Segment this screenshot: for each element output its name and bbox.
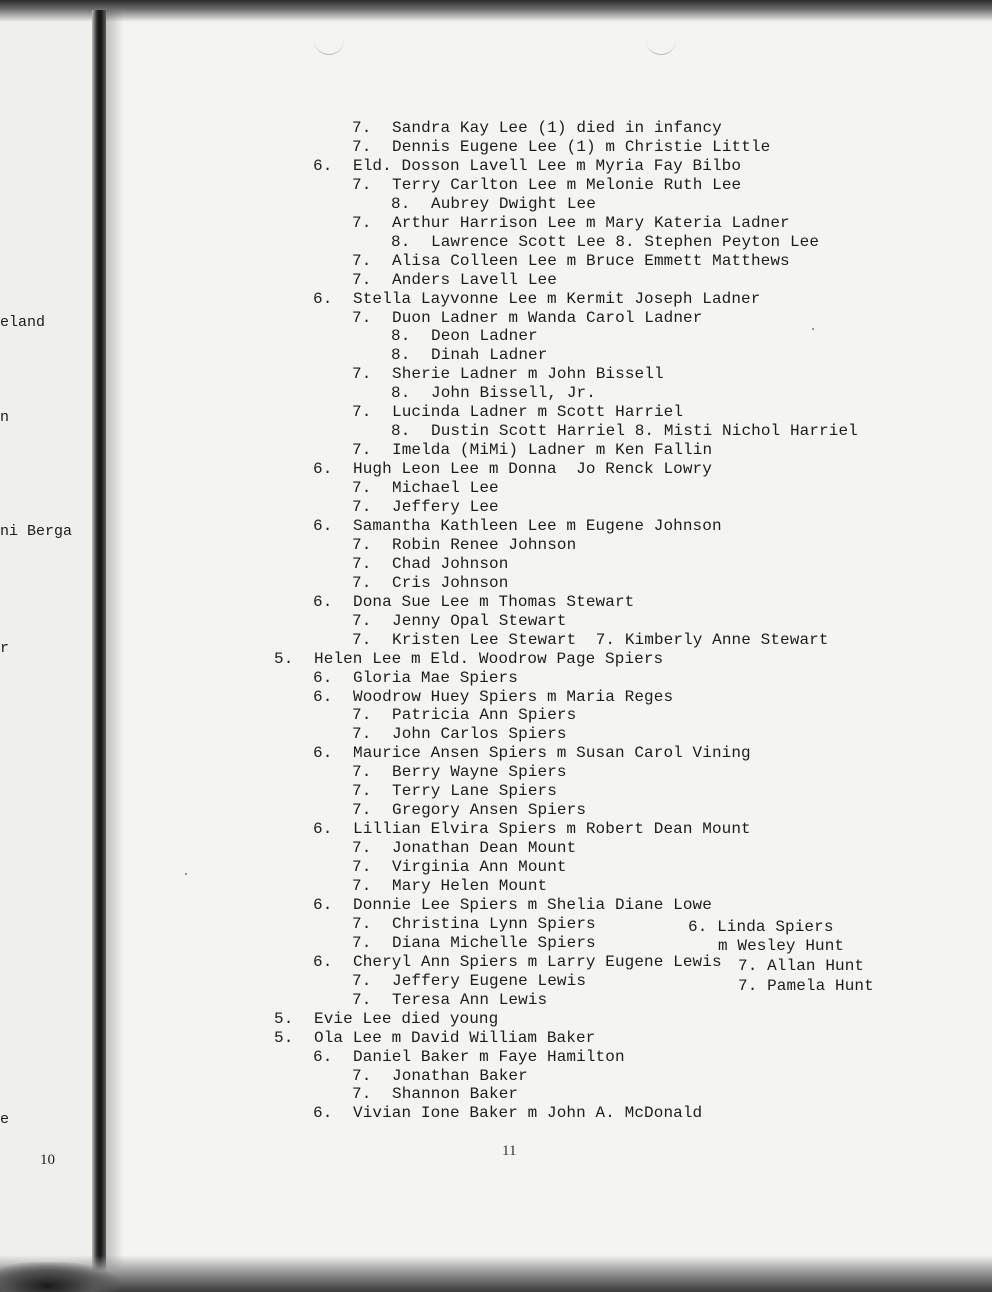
generation-number: 7.	[352, 498, 372, 516]
genealogy-entry	[274, 1010, 498, 1029]
genealogy-entry	[313, 744, 751, 763]
generation-number: 7.	[352, 933, 372, 952]
left-page-fragment: ni Berga	[0, 523, 73, 540]
generation-number: 7.	[352, 175, 372, 194]
generation-number: 5.	[274, 1009, 294, 1028]
generation-number: 6.	[313, 592, 333, 611]
entry-text: John Bissell, Jr.	[431, 384, 596, 403]
side-note-line: 7. Pamela Hunt	[738, 977, 874, 995]
generation-number: 7.	[352, 914, 372, 933]
genealogy-entry	[352, 991, 547, 1010]
entry-text: Mary Helen Mount	[392, 877, 548, 895]
gutter-shadow	[106, 10, 124, 1280]
entry-text: Evie Lee died young	[314, 1009, 499, 1028]
genealogy-entry	[352, 309, 702, 328]
entry-text: John Carlos Spiers	[392, 725, 567, 744]
genealogy-entry	[313, 688, 673, 707]
generation-number: 6.	[313, 289, 333, 308]
genealogy-entry	[352, 498, 499, 517]
entry-text: Robin Renee Johnson	[392, 535, 577, 554]
generation-number: 7.	[352, 213, 372, 232]
genealogy-entry	[352, 252, 790, 271]
entry-text: Anders Lavell Lee	[392, 270, 557, 289]
dust-speck	[812, 328, 814, 330]
genealogy-entry	[313, 290, 760, 309]
generation-number: 7.	[352, 441, 372, 460]
book-gutter	[92, 10, 106, 1280]
entry-text: Cheryl Ann Spiers m Larry Eugene Lewis	[353, 952, 722, 971]
generation-number: 7.	[352, 611, 372, 630]
entry-text: Christina Lynn Spiers	[392, 914, 596, 933]
genealogy-entry	[391, 384, 596, 403]
genealogy-entry	[352, 214, 790, 233]
generation-number: 7.	[352, 763, 372, 782]
entry-text: Shannon Baker	[392, 1085, 519, 1104]
generation-number: 7.	[352, 403, 372, 422]
generation-number: 7.	[352, 479, 372, 498]
entry-text: Lillian Elvira Spiers m Robert Dean Mount	[353, 820, 751, 839]
generation-number: 7.	[352, 1066, 372, 1085]
generation-number: 8.	[391, 232, 411, 251]
entry-text: Lucinda Ladner m Scott Harriel	[392, 403, 684, 422]
genealogy-entry	[313, 1048, 625, 1067]
genealogy-entry	[313, 896, 712, 915]
side-note-line: 6. Linda Spiers	[688, 918, 834, 936]
generation-number: 6.	[313, 687, 333, 706]
entry-text: Jonathan Baker	[392, 1066, 528, 1085]
entry-text: Arthur Harrison Lee m Mary Kateria Ladner	[392, 213, 790, 232]
generation-number: 7.	[352, 365, 372, 384]
genealogy-entry	[313, 1104, 702, 1123]
genealogy-entry	[391, 346, 547, 365]
generation-number: 5.	[274, 1028, 294, 1047]
generation-number: 7.	[352, 858, 372, 876]
entry-text: Jonathan Dean Mount	[392, 839, 577, 858]
entry-text: Alisa Colleen Lee m Bruce Emmett Matthews	[392, 251, 790, 270]
genealogy-entry	[391, 195, 596, 214]
genealogy-entry	[352, 1067, 528, 1086]
genealogy-entry	[352, 441, 712, 460]
generation-number: 6.	[313, 460, 333, 479]
entry-text: Samantha Kathleen Lee m Eugene Johnson	[353, 517, 722, 535]
genealogy-entry	[352, 1085, 518, 1104]
entry-text: Lawrence Scott Lee 8. Stephen Peyton Lee	[431, 232, 820, 251]
genealogy-entry	[352, 574, 508, 593]
genealogy-entry	[391, 233, 819, 252]
generation-number: 7.	[352, 308, 372, 327]
entry-text: Dennis Eugene Lee (1) m Christie Little	[392, 137, 771, 156]
generation-number: 7.	[352, 251, 372, 270]
generation-number: 5.	[274, 649, 294, 668]
entry-text: Hugh Leon Lee m Donna Jo Renck Lowry	[353, 460, 712, 479]
entry-text: Deon Ladner	[431, 327, 538, 346]
genealogy-entry	[391, 327, 538, 346]
entry-text: Helen Lee m Eld. Woodrow Page Spiers	[314, 649, 664, 668]
left-page-fragment: eland	[0, 314, 46, 331]
genealogy-entry	[352, 725, 567, 744]
generation-number: 7.	[352, 839, 372, 858]
generation-number: 7.	[352, 270, 372, 289]
generation-number: 7.	[352, 630, 372, 649]
entry-text: Teresa Ann Lewis	[392, 990, 548, 1009]
generation-number: 6.	[313, 895, 333, 914]
generation-number: 8.	[391, 327, 411, 346]
generation-number: 8.	[391, 422, 411, 441]
entry-text: Ola Lee m David William Baker	[314, 1028, 596, 1047]
generation-number: 6.	[313, 1047, 333, 1066]
scan-corner-blot	[0, 1262, 120, 1292]
genealogy-entry	[352, 972, 586, 991]
generation-number: 7.	[352, 119, 372, 137]
generation-number: 6.	[313, 820, 333, 839]
generation-number: 6.	[313, 668, 333, 687]
genealogy-entry	[352, 612, 567, 631]
entry-text: Duon Ladner m Wanda Carol Ladner	[392, 308, 703, 327]
page-number: 11	[502, 1143, 517, 1159]
generation-number: 8.	[391, 346, 411, 365]
entry-text: Cris Johnson	[392, 573, 509, 592]
dust-speck	[638, 1278, 640, 1280]
genealogy-entry	[313, 669, 518, 688]
generation-number: 7.	[352, 782, 372, 801]
generation-number: 8.	[391, 384, 411, 403]
genealogy-entry	[313, 460, 712, 479]
genealogy-entry	[313, 593, 634, 612]
dust-speck	[185, 873, 187, 875]
entry-text: Eld. Dosson Lavell Lee m Myria Fay Bilbo	[353, 156, 742, 175]
genealogy-entry	[313, 820, 751, 839]
genealogy-entry	[352, 403, 683, 422]
entry-text: Gloria Mae Spiers	[353, 668, 518, 687]
entry-text: Dinah Ladner	[431, 346, 548, 365]
genealogy-entry	[352, 858, 567, 877]
genealogy-entry	[352, 706, 576, 725]
genealogy-entry	[352, 479, 499, 498]
generation-number: 7.	[352, 554, 372, 573]
genealogy-entry	[352, 782, 557, 801]
left-page-number: 10	[40, 1152, 55, 1168]
entry-text: Daniel Baker m Faye Hamilton	[353, 1047, 625, 1066]
generation-number: 6.	[313, 1104, 333, 1123]
entry-text: Maurice Ansen Spiers m Susan Carol Vining	[353, 744, 751, 763]
generation-number: 7.	[352, 990, 372, 1009]
left-page-fragment: r	[0, 640, 10, 657]
genealogy-entry	[274, 650, 663, 669]
genealogy-entry	[352, 801, 586, 820]
entry-text: Patricia Ann Spiers	[392, 706, 577, 725]
punch-mark-left	[314, 38, 344, 55]
entry-text: Jeffery Eugene Lewis	[392, 971, 587, 990]
generation-number: 7.	[352, 535, 372, 554]
genealogy-entry	[352, 763, 567, 782]
entry-text: Dona Sue Lee m Thomas Stewart	[353, 592, 635, 611]
left-page-fragment: e	[0, 1111, 10, 1128]
entry-text: Woodrow Huey Spiers m Maria Reges	[353, 687, 674, 706]
generation-number: 7.	[352, 706, 372, 725]
generation-number: 6.	[313, 517, 333, 535]
genealogy-entry	[391, 422, 858, 441]
entry-text: Chad Johnson	[392, 554, 509, 573]
genealogy-entry	[313, 157, 741, 176]
side-note-line: 7. Allan Hunt	[738, 957, 865, 975]
entry-text: Michael Lee	[392, 479, 499, 498]
entry-text: Donnie Lee Spiers m Shelia Diane Lowe	[353, 895, 712, 914]
genealogy-entry	[274, 1029, 595, 1048]
generation-number: 7.	[352, 1085, 372, 1104]
generation-number: 8.	[391, 194, 411, 213]
generation-number: 7.	[352, 573, 372, 592]
generation-number: 6.	[313, 156, 333, 175]
genealogy-entry	[352, 839, 576, 858]
genealogy-entry	[352, 934, 596, 953]
genealogy-entry	[352, 271, 557, 290]
entry-text: Dustin Scott Harriel 8. Misti Nichol Harriel	[431, 422, 858, 441]
genealogy-entry	[352, 119, 722, 138]
genealogy-entry	[352, 365, 664, 384]
genealogy-entry	[352, 536, 576, 555]
genealogy-entry	[352, 555, 508, 574]
entry-text: Sandra Kay Lee (1) died in infancy	[392, 119, 722, 137]
side-note-line: m Wesley Hunt	[718, 937, 845, 955]
entry-text: Diana Michelle Spiers	[392, 933, 596, 952]
generation-number: 6.	[313, 952, 333, 971]
generation-number: 6.	[313, 744, 333, 763]
left-page-fragment: n	[0, 409, 10, 426]
entry-text: Terry Lane Spiers	[392, 782, 557, 801]
punch-mark-right	[646, 38, 676, 55]
entry-text: Vivian Ione Baker m John A. McDonald	[353, 1104, 703, 1123]
entry-text: Berry Wayne Spiers	[392, 763, 567, 782]
generation-number: 7.	[352, 971, 372, 990]
genealogy-entry	[352, 138, 770, 157]
generation-number: 7.	[352, 801, 372, 820]
entry-text: Sherie Ladner m John Bissell	[392, 365, 664, 384]
generation-number: 7.	[352, 877, 372, 895]
genealogy-entry	[352, 176, 741, 195]
entry-text: Gregory Ansen Spiers	[392, 801, 587, 820]
entry-text: Imelda (MiMi) Ladner m Ken Fallin	[392, 441, 713, 460]
genealogy-entry	[352, 877, 547, 896]
left-page-edge	[0, 0, 96, 1292]
genealogy-entry	[313, 953, 722, 972]
genealogy-entry	[313, 517, 722, 536]
entry-text: Stella Layvonne Lee m Kermit Joseph Ladner	[353, 289, 761, 308]
entry-text: Jeffery Lee	[392, 498, 499, 516]
generation-number: 7.	[352, 725, 372, 744]
entry-text: Terry Carlton Lee m Melonie Ruth Lee	[392, 175, 742, 194]
entry-text: Kristen Lee Stewart 7. Kimberly Anne Stewart	[392, 630, 829, 649]
genealogy-entry	[352, 631, 829, 650]
scan-bottom-shadow	[0, 1255, 992, 1292]
genealogy-entry	[352, 915, 596, 934]
entry-text: Jenny Opal Stewart	[392, 611, 567, 630]
generation-number: 7.	[352, 137, 372, 156]
entry-text: Virginia Ann Mount	[392, 858, 567, 876]
scan-top-shadow	[0, 0, 992, 22]
entry-text: Aubrey Dwight Lee	[431, 194, 596, 213]
